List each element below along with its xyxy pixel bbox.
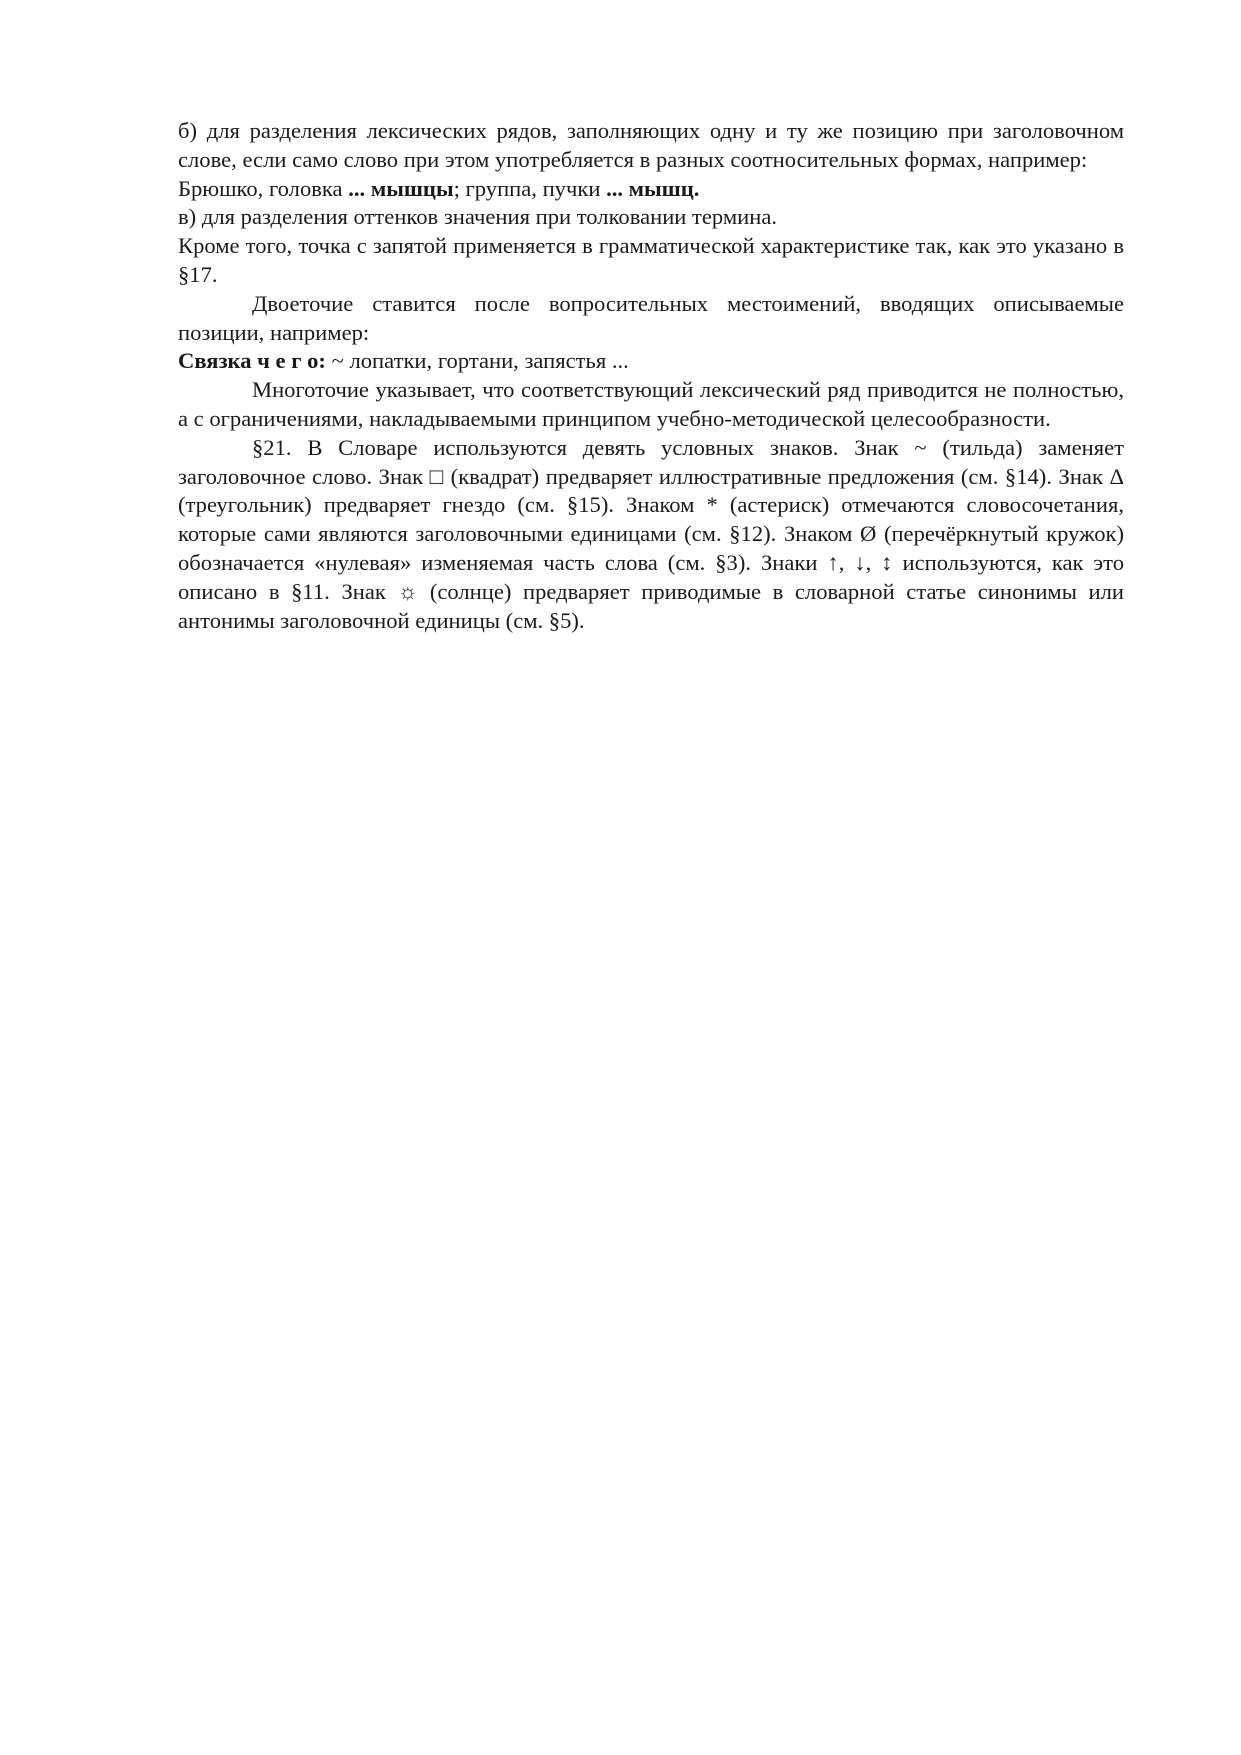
paragraph-example-muscles: [178, 175, 1124, 204]
paragraph-semicolon-lexical-rows: б) для разделения лексических рядов, заполняющих одну и ту же позицию при заголовочном слове, если само слово при этом употребляется в разных соотносительных формах, например:: [178, 118, 1124, 172]
example-bold-2: ... мышц.: [606, 175, 700, 201]
paragraph-section-21-symbols: §21. В Словаре используются девять условных знаков. Знак ~ (тильда) заменяет заголовочное слово. Знак □ (квадрат) предваряет иллюстративные предложения (см. §14). Знак Δ (треугольник) предваряет гнездо (см. §15). Знаком * (астериск) отмечаются словосочетания, которые сами являются заголовочными единицами (см. §12). Знаком Ø (перечёркнутый кружок) обозначается «нулевая» изменяемая часть слова (см. §3). Знаки ↑, ↓, ↕ используются, как это описано в §11. Знак ☼ (солнце) предваряет приводимые в словарной статье синонимы или антонимы заголовочной единицы (см. §5).: [178, 434, 1124, 633]
example-continuation: ~ лопатки, гортани, запястья ...: [325, 348, 629, 374]
paragraph-colon-usage: Двоеточие ставится после вопросительных местоимений, вводящих описываемые позиции, например:: [178, 290, 1124, 345]
document-page: [178, 117, 1124, 635]
paragraph-ellipsis-usage: Многоточие указывает, что соответствующий лексический ряд приводится не полностью, а с ограничениями, накладываемыми принципом учебно-методической целесообразности.: [178, 377, 1124, 431]
paragraph-example-ligament: [178, 347, 1124, 376]
example-text-1: Брюшко, головка: [178, 175, 349, 201]
example-bold-1: ... мышцы: [348, 175, 454, 201]
paragraph-grammatical-characteristic: Кроме того, точка с запятой применяется в грамматической характеристике так, как это указано в §17.: [178, 233, 1124, 287]
paragraph-meaning-shades: в) для разделения оттенков значения при толковании термина.: [178, 204, 778, 230]
example-headword: Связка ч е г о:: [178, 348, 326, 374]
example-text-2: ; группа, пучки: [453, 175, 607, 201]
